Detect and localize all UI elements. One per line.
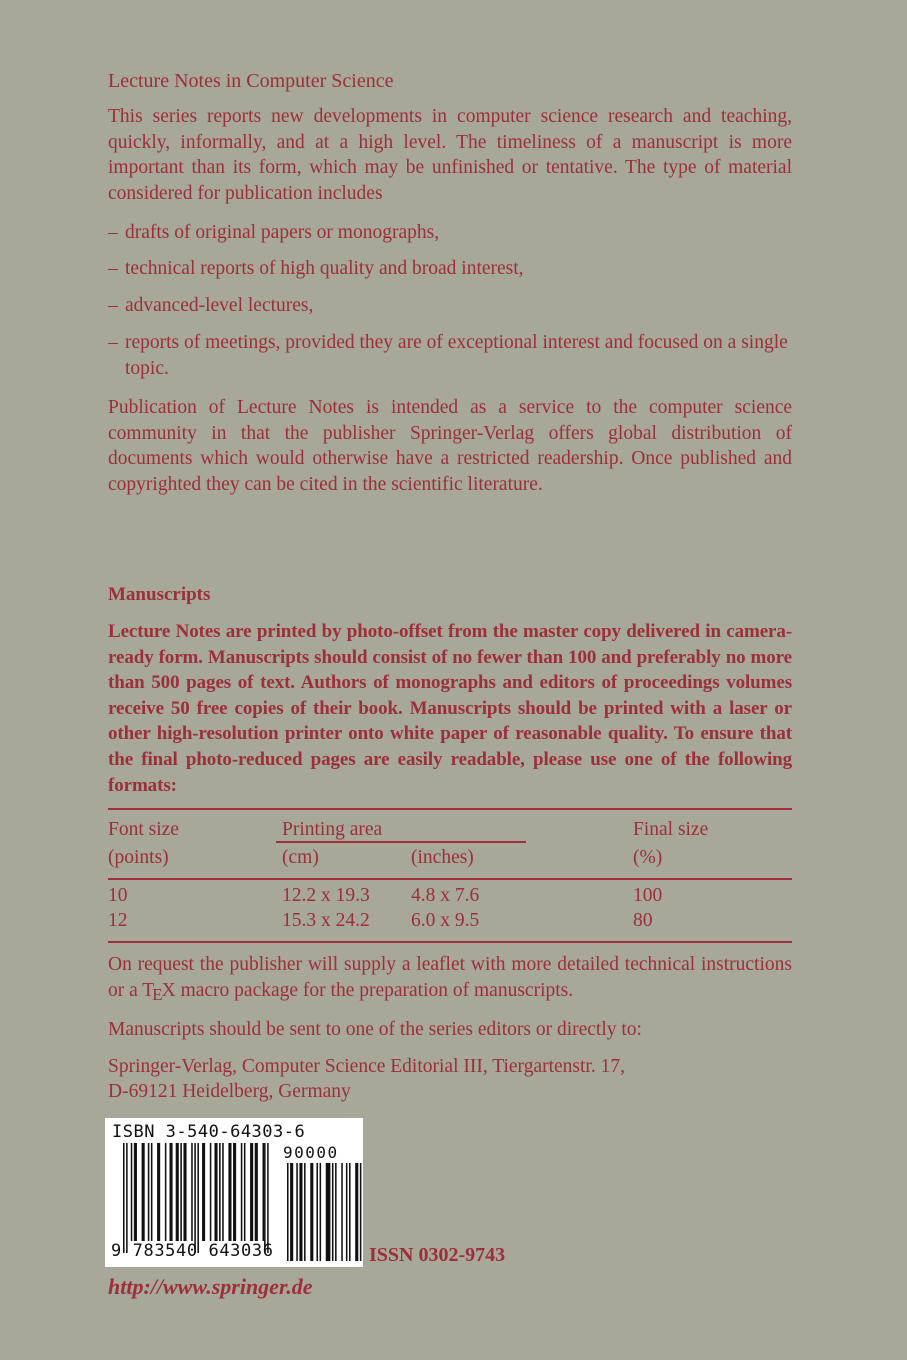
barcode-bar: [250, 1143, 253, 1241]
barcode-bar: [332, 1163, 334, 1261]
table-bottom-rule: [108, 941, 792, 943]
barcode-bar: [267, 1143, 269, 1253]
barcode-bar: [197, 1143, 199, 1253]
list-item: [108, 330, 796, 381]
barcode-bar: [228, 1143, 231, 1241]
bullet-dash: –: [108, 332, 118, 353]
barcode-bar: [123, 1143, 125, 1253]
barcode-bar: [183, 1143, 186, 1241]
issn: ISSN 0302-9743: [369, 1244, 506, 1266]
barcode-bar: [241, 1143, 243, 1241]
header-final-size: Final size: [633, 819, 709, 840]
barcode-bar: [299, 1163, 302, 1261]
table-header-rule: [108, 878, 792, 880]
request-text-end: macro package for the preparation of manuscripts.: [175, 979, 574, 1001]
barcode-bar: [148, 1143, 150, 1241]
barcode-bar: [210, 1143, 212, 1241]
header-final-unit: (%): [633, 847, 663, 868]
barcode-bar: [296, 1163, 298, 1261]
manuscripts-heading: Manuscripts: [108, 584, 211, 605]
list-item: [108, 256, 808, 282]
list-item: [108, 293, 808, 319]
barcode-bar: [165, 1143, 167, 1241]
tex-x: X: [161, 979, 176, 1001]
list-item-text: advanced-level lectures,: [125, 295, 314, 316]
barcode-bar: [316, 1163, 318, 1261]
tex-t: T: [142, 979, 155, 1001]
list-item-text: drafts of original papers or monographs,: [125, 222, 440, 243]
table-cell-font: 12: [108, 910, 128, 931]
barcode-bar: [287, 1163, 289, 1261]
bullet-dash: –: [108, 258, 118, 279]
barcode-bar: [222, 1143, 224, 1241]
barcode-bar: [255, 1143, 258, 1241]
bullet-dash: –: [108, 222, 118, 243]
publication-paragraph: Publication of Lecture Notes is intended as a service to the computer science community in that the publisher Springer-Verlag offers global distribution of documents which would otherwise have a restricted readership. Once published and copyrighted they can be cited in the scientific literature.: [108, 397, 792, 495]
barcode: [105, 1118, 363, 1267]
barcode-bar: [349, 1163, 351, 1261]
barcode-addon-number: 90000: [283, 1143, 339, 1162]
header-font-size-unit: (points): [108, 847, 169, 868]
barcode-bar: [126, 1143, 128, 1253]
header-printing-area: Printing area: [282, 819, 383, 840]
tex-logo: [142, 979, 176, 1004]
barcode-bar: [264, 1143, 266, 1253]
list-item: [108, 220, 808, 246]
tex-e: E: [152, 984, 163, 1004]
table-cell-cm: 15.3 x 24.2: [282, 910, 370, 931]
table-top-rule: [108, 808, 792, 810]
isbn-label: ISBN 3-540-64303-6: [112, 1122, 306, 1142]
barcode-bar: [202, 1143, 205, 1241]
barcode-bar: [304, 1163, 306, 1261]
request-text: On request the publisher will supply a leaflet with more detailed technical instructions or a: [108, 954, 792, 1001]
series-title: Lecture Notes in Computer Science: [108, 70, 394, 92]
barcode-bar: [244, 1143, 246, 1241]
printing-area-rule: [276, 841, 526, 843]
barcode-bar: [131, 1143, 133, 1241]
header-inches: (inches): [411, 847, 474, 868]
barcode-bar: [310, 1163, 313, 1261]
series-intro-paragraph: This series reports new developments in computer science research and teaching, quickly, informally, and at a high level. The timeliness of a manuscript is more important than its form, which may be unfinished or tentative. The type of material considered for publication includes: [108, 106, 792, 204]
barcode-bar: [233, 1143, 236, 1241]
barcode-bar: [194, 1143, 196, 1253]
publisher-url[interactable]: http://www.springer.de: [108, 1274, 313, 1299]
table-cell-inches: 6.0 x 9.5: [411, 910, 480, 931]
table-cell-cm: 12.2 x 19.3: [282, 885, 370, 906]
barcode-bar: [191, 1143, 193, 1241]
barcode-bar: [326, 1163, 331, 1261]
barcode-bar: [341, 1163, 343, 1261]
barcode-bar: [180, 1143, 182, 1241]
barcode-bar: [142, 1143, 145, 1241]
list-item-text: technical reports of high quality and broad interest,: [125, 258, 524, 279]
barcode-bar: [263, 1143, 265, 1241]
ean-number: 9 783540 643036: [111, 1241, 274, 1261]
send-note: Manuscripts should be sent to one of the series editors or directly to:: [108, 1019, 642, 1040]
barcode-bar: [157, 1143, 160, 1241]
table-cell-font: 10: [108, 885, 128, 906]
list-item-text: reports of meetings, provided they are of exceptional interest and focused on a single topic.: [125, 332, 788, 379]
barcode-bar: [290, 1163, 293, 1261]
address-line-2: D-69121 Heidelberg, Germany: [108, 1081, 351, 1102]
barcode-bar: [360, 1163, 362, 1261]
table-cell-final: 80: [633, 910, 653, 931]
barcode-bar: [151, 1143, 153, 1241]
request-paragraph: [108, 952, 792, 1003]
barcode-bar: [170, 1143, 173, 1241]
barcode-bar: [346, 1163, 348, 1261]
bullet-dash: –: [108, 295, 118, 316]
barcode-bar: [320, 1163, 322, 1261]
table-cell-final: 100: [633, 885, 663, 906]
barcode-bar: [355, 1163, 358, 1261]
header-cm: (cm): [282, 847, 319, 868]
table-cell-inches: 4.8 x 7.6: [411, 885, 480, 906]
address-line-1: Springer-Verlag, Computer Science Editorial III, Tiergartenstr. 17,: [108, 1056, 625, 1077]
barcode-bar: [214, 1143, 217, 1241]
header-font-size: Font size: [108, 819, 179, 840]
barcode-bar: [219, 1143, 221, 1241]
barcode-bar: [134, 1143, 137, 1241]
barcode-bar: [335, 1163, 337, 1261]
barcode-bar: [176, 1143, 179, 1241]
manuscripts-paragraph: Lecture Notes are printed by photo-offset from the master copy delivered in camera-ready form. Manuscripts should consist of no fewer than 100 and preferably no more than 500 pages of text. Authors of monographs and editors of proceedings volumes receive 50 free copies of their book. Manuscripts should be printed with a laser or other high-resolution printer onto white paper of reasonable quality. To ensure that the final photo-reduced pages are easily readable, please use one of the following formats:: [108, 621, 792, 796]
